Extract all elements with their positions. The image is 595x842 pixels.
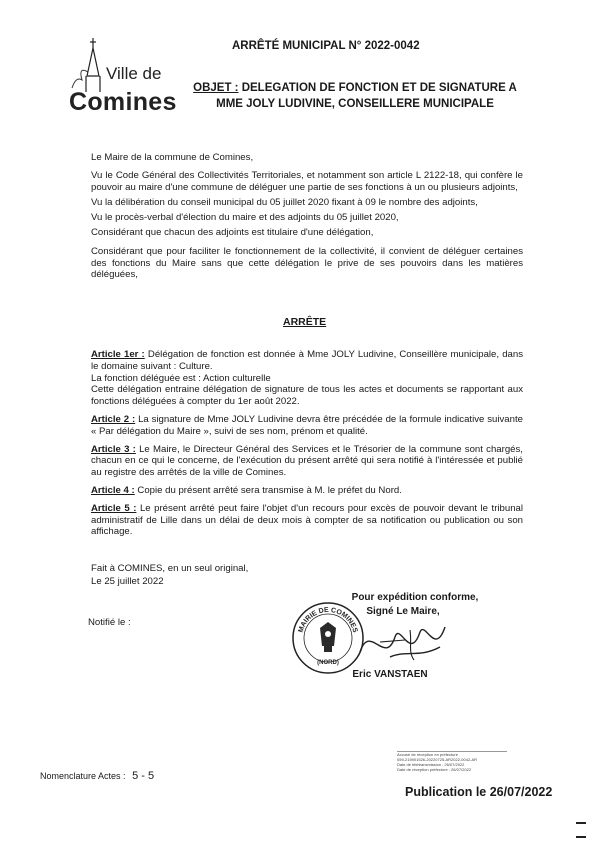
articles xyxy=(91,349,523,538)
article-3-text: Le Maire, le Directeur Général des Services et le Trésorier de la commune sont chargés, chacun en ce qui le concerne, de l'exécution du présent arrêté qui sera notifié à l'intéressée et publié au registre des arrêtés de la ville de Comines. xyxy=(91,443,523,479)
scan-mark xyxy=(576,836,586,838)
receipt-line: 059-215901526-20220725-AR2022-0042-AR xyxy=(397,757,478,762)
church-spire-icon xyxy=(66,36,106,92)
page-title: ARRÊTÉ MUNICIPAL N° 2022-0042 xyxy=(232,40,420,52)
article-5-label: Article 5 : xyxy=(91,502,137,514)
article-3-label: Article 3 : xyxy=(91,443,136,455)
receipt-line: Accusé de réception en préfecture xyxy=(397,752,458,757)
nomenclature xyxy=(40,770,154,782)
article-5-text: Le présent arrêté peut faire l'objet d'un recours pour excès de pouvoir devant le tribunal administratif de Lille dans un délai de deux mois à compter de sa notification ou publication ou son affichage. xyxy=(91,502,524,538)
article-1-line2: La fonction déléguée est : Action culturelle xyxy=(91,372,271,384)
preamble-line: Vu la délibération du conseil municipal du 05 juillet 2020 fixant à 09 le nombre des adjoints, xyxy=(91,197,478,209)
preamble xyxy=(91,152,523,281)
logo-line1: Ville de xyxy=(106,64,162,83)
publication-date: Publication le 26/07/2022 xyxy=(405,785,553,799)
receipt-line: Date de télétransmission : 26/07/2022 xyxy=(397,762,465,767)
article-2 xyxy=(91,414,523,438)
article-4-text: Copie du présent arrêté sera transmise à M. le préfet du Nord. xyxy=(137,484,402,496)
preamble-line: Vu le Code Général des Collectivités Territoriales, et notamment son article L 2122-18, qui confère le pouvoir au maire d'une commune de déléguer une partie de ses fonctions à un ou plusieurs adjoints, xyxy=(91,169,523,193)
objet-label: OBJET : xyxy=(193,82,239,94)
notifie-le: Notifié le : xyxy=(88,617,131,628)
article-1-label: Article 1er : xyxy=(91,349,145,360)
article-5 xyxy=(91,503,523,538)
preamble-line: Considérant que chacun des adjoints est titulaire d'une délégation, xyxy=(91,226,374,238)
logo-line2: Comines xyxy=(69,88,177,116)
article-4-label: Article 4 : xyxy=(91,484,135,496)
nomenclature-label: Nomenclature Actes : xyxy=(40,771,126,781)
preamble-line: Considérant que pour faciliter le fonctionnement de la collectivité, il convient de déléguer certaines des fonctions du Maire sans que cette délégation le prive de ses pouvoirs dans les matières déléguées, xyxy=(91,245,523,281)
expedition-conforme: Pour expédition conforme, xyxy=(351,592,479,603)
article-4 xyxy=(91,485,523,497)
arrete-heading: ARRÊTE xyxy=(283,316,327,328)
article-2-label: Article 2 : xyxy=(91,413,136,425)
objet-line2: MME JOLY LUDIVINE, CONSEILLERE MUNICIPALE xyxy=(216,98,494,110)
article-3 xyxy=(91,444,523,479)
article-1 xyxy=(91,349,523,408)
signing-date: Le 25 juillet 2022 xyxy=(91,576,164,587)
receipt-line: Date de réception préfecture : 26/07/2022 xyxy=(397,767,472,772)
stamp-bottom-text: (NORD) xyxy=(317,660,339,666)
prefecture-receipt xyxy=(397,751,507,774)
preamble-line: Vu le procès-verbal d'élection du maire et des adjoints du 05 juillet 2020, xyxy=(91,212,399,224)
article-2-text: La signature de Mme JOLY Ludivine devra être précédée de la formule indicative suivante « Par délégation du Maire », suivi de ses nom, prénom et qualité. xyxy=(91,413,523,437)
objet-block xyxy=(175,80,535,112)
city-logo xyxy=(66,36,186,116)
scan-mark xyxy=(576,822,586,824)
preamble-line: Le Maire de la commune de Comines, xyxy=(91,152,254,163)
signatory-name: Eric VANSTAEN xyxy=(352,669,428,680)
fait-a: Fait à COMINES, en un seul original, xyxy=(91,563,249,574)
signature-scribble xyxy=(350,612,460,672)
article-1-text: Délégation de fonction est donnée à Mme JOLY Ludivine, Conseillère municipale, dans le domaine suivant : Culture. xyxy=(91,349,523,372)
stamp-top-text: MAIRIE DE COMINES xyxy=(297,606,359,634)
nomenclature-value: 5 - 5 xyxy=(132,770,155,782)
article-1-line3: Cette délégation entraine délégation de signature de tous les actes et documents se rapportant aux fonctions déléguées à compter du 1er août 2022. xyxy=(91,384,523,408)
objet-line1: DELEGATION DE FONCTION ET DE SIGNATURE A xyxy=(241,82,517,94)
signe-le-maire: Signé Le Maire, xyxy=(366,606,440,617)
